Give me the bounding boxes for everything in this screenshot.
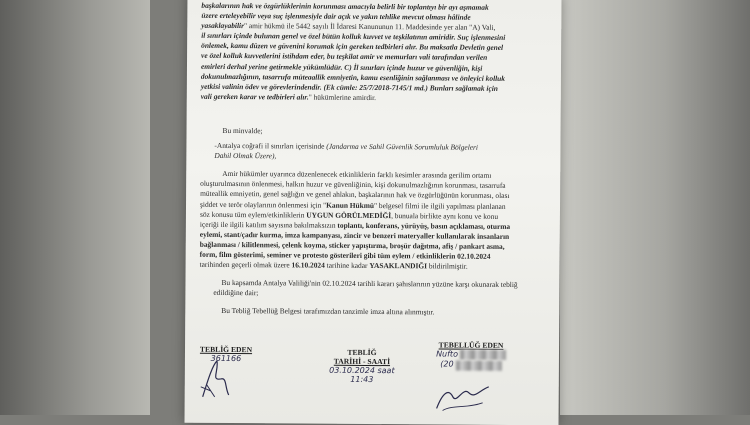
legal-line: üzere erteleyebilir veya suç işlenmesiyle dair açık ve yakın tehlike mevcut olması hâlinde xyxy=(201,10,471,22)
signature-middle-title-2: TARİHİ - SAATİ xyxy=(333,356,391,367)
main-paragraph xyxy=(200,169,545,272)
handwritten-signature-right xyxy=(433,382,493,412)
activity-list-bold: eylemi, stant/çadır kurma, imza kampanyası, zincir ve benzeri materyaller kullanılarak insanların xyxy=(199,229,510,241)
legal-line: başkalarının hak ve özgürlüklerinin korunması amacıyla belirli bir toplantıyı bir ayı aşmamak xyxy=(201,0,489,12)
signature-left-number: 361166 xyxy=(210,353,242,364)
main-text: söz konusu tüm eylem/etkinliklerin xyxy=(199,209,305,220)
end-date: 16.10.2024 xyxy=(291,260,325,270)
signature-left-title: TEBLİĞ EDEN xyxy=(199,344,253,355)
background-left xyxy=(0,0,150,415)
signature-right-name: Nufto xyxy=(436,349,459,359)
closing-line: Bu Tebliğ Tebellüğ Belgesi tarafımızdan tanzimle imza altına alınmıştır. xyxy=(221,306,435,317)
signature-middle-datetime: 03.10.2024 saat 11:43 xyxy=(329,365,395,385)
signature-right xyxy=(429,340,513,370)
legal-line: ve özel kolluk kuvvetlerini istihdam eder, bu teşkilat amir ve memurları vali tarafından verilen xyxy=(201,51,488,63)
region-italic: (Jandarma ve Sahil Güvenlik Sorumluluk Bölgeleri xyxy=(326,141,479,152)
main-text: , bunuala birlikte aynı konu ve konu xyxy=(391,210,499,221)
signature-right-title: TEBELLÜĞ EDEN xyxy=(438,340,504,350)
handwritten-signature-left xyxy=(199,357,233,401)
document-body xyxy=(199,1,545,319)
legal-line: il sınırları içinde bulunan genel ve özel bütün kolluk kuvvet ve teşkilatının amiridir. Suç işlenmesini xyxy=(201,31,506,43)
legal-line: dokunulmazlığının, tasarrufa müteaallik emniyetin, kamu esenliğinin sağlanması ve önleyici kolluk xyxy=(200,71,506,83)
region-prefix: -Antalya coğrafi il sınırları içerisinde xyxy=(214,140,325,151)
legal-italic-text: yasaklayabilir xyxy=(201,20,245,31)
legal-text: " amir hükmü ile 5442 sayılı İl İdaresi Kanununun 11. Maddesinde yer alan "A) Vali, xyxy=(243,21,496,33)
activity-list-bold: form, film gösterimi, seminer ve protesto gösterileri gibi tüm eylem / etkinliklerin 02.10.2024 xyxy=(199,249,491,261)
legal-bold-text: vali gereken karar ve tedbirleri alır. xyxy=(200,91,309,102)
activity-list-bold: bağlanması / kilitlenmesi, çelenk koyma, sticker yapıştırma, broşür dağıtma, afiş / pankart asma, xyxy=(199,239,505,251)
region-italic: Dahil Olmak Üzere), xyxy=(214,151,277,161)
signature-middle-title-1: TEBLİĞ xyxy=(347,347,377,358)
minvalde-text: Bu minvalde; xyxy=(222,125,263,136)
legal-line: emirleri derhal yerine getirmekle yükümlüdür. C) İl sınırları içinde huzur ve güvenliğin, kişi xyxy=(200,61,483,73)
main-text: bildirilmiştir. xyxy=(428,261,468,271)
ban-word: YASAKLANDIĞI xyxy=(369,261,428,271)
film-name: Kanun Hükmü xyxy=(326,200,375,210)
activity-list-bold: toplantı, konferans, yürüyüş, basın açıklaması, oturma xyxy=(337,220,511,231)
main-text: tarihinden geçerli olmak üzere xyxy=(199,259,290,270)
background-right xyxy=(560,0,750,415)
main-line: oluşturulmasının önlenmesi, halkın huzur ve güvenliğinin, kişi dokunulmazlığının korunması, tasarrufa xyxy=(200,179,506,191)
signature-row xyxy=(185,340,559,416)
legal-paragraph xyxy=(201,1,546,104)
main-text: içeriği ile ilgili katılım sayısına bakılmaksızın xyxy=(199,219,336,230)
legal-line: önlemek, kamu düzen ve güvenini korumak için gereken tedbirleri alır. Bu maksatla Devletin genel xyxy=(201,41,504,53)
legal-line: yetkisi valinin ödev ve görevlerindendir. (Ek cümle: 25/7/2018-7145/1 md.) Bunları sağlamak için xyxy=(200,81,498,93)
document-page xyxy=(185,0,562,425)
signature-right-id: (20 xyxy=(440,359,454,369)
redacted-name xyxy=(460,350,506,360)
notice-line: Bu kapsamda Antalya Valiliği'nin 02.10.2024 tarihli kararı şahıslarının yüzüne karşı okunarak tebliğ xyxy=(221,278,518,290)
redacted-id xyxy=(455,360,501,370)
legal-text: " hükümlerine amirdir. xyxy=(308,92,377,102)
main-text: " belgesel filmi ile ilgili yapılması planlanan xyxy=(374,200,506,211)
signature-middle xyxy=(317,348,407,385)
main-text: tarihine kadar xyxy=(326,260,368,271)
main-text: şiddet ve terör olaylarının önlenmesi için " xyxy=(200,199,327,210)
main-line: müteallik emniyetin, genel sağlığın ve genel ahlakın, başkalarının hak ve özgürlüğünün korunması, olası xyxy=(200,189,510,201)
main-line: Amir hükümler uyarınca düzenlenecek etkinliklerin farklı kesimler arasında gerilim ortamı xyxy=(222,169,492,181)
notice-line: edildiğine dair; xyxy=(213,288,259,298)
decision-bold: UYGUN GÖRÜLMEDİĞİ xyxy=(306,210,392,220)
